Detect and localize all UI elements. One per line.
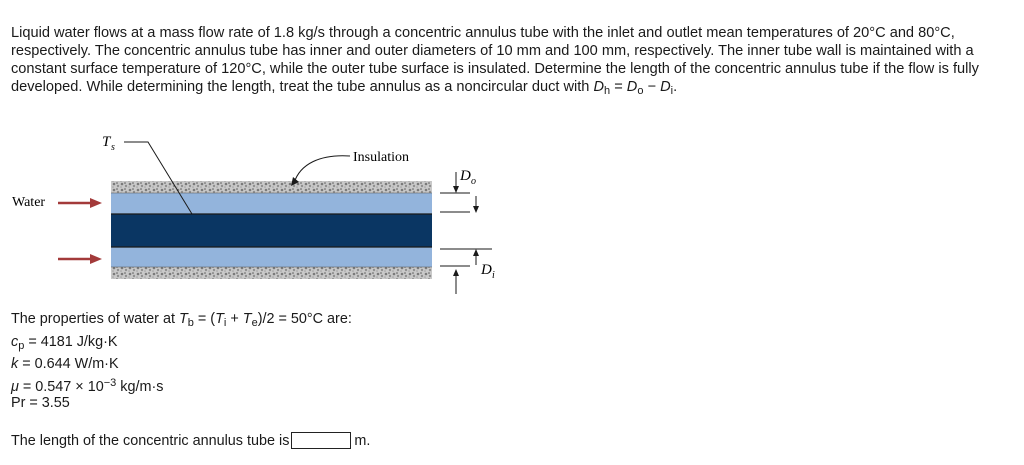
do-subscript: o xyxy=(637,85,644,98)
dh-subscript: h xyxy=(604,85,611,98)
answer-row xyxy=(11,432,370,449)
di-label: D xyxy=(481,262,492,278)
period: . xyxy=(673,79,678,96)
di-subscript: i xyxy=(670,85,674,98)
minus-sign: − xyxy=(643,79,661,96)
answer-unit: m. xyxy=(354,432,371,449)
properties-intro: The properties of water at $T_b = (T_i + T_e)/2 = 50^\circ C$ are: xyxy=(11,311,352,329)
property-pr: Pr = 3.55 xyxy=(11,395,70,411)
do-subscript: o xyxy=(471,176,476,187)
inner-tube xyxy=(111,214,432,247)
property-cp: $c_p = 4181$ J/kg·K xyxy=(11,333,118,352)
di-symbol: D xyxy=(660,79,671,96)
water-properties xyxy=(11,310,352,410)
flow-arrow-icon xyxy=(58,198,102,208)
flow-arrow-icon xyxy=(58,254,102,264)
problem-text: Liquid water flows at a mass flow rate of 1.8 kg/s through a concentric annulus tube with the inlet and outlet mean temperatures of 20°C and 80°C, respectively. The concentric annulus tube has inner and outer diameters of 10 mm and 100 mm, respectively. The inner tube wall is maintained with a constant surface temperature of 120°C, while the outer tube surface is insulated. Determine the length of the concentric annulus tube if the flow is fully developed. While determining the length, treat the tube annulus as a noncircular duct with xyxy=(11,25,979,96)
di-subscript: i xyxy=(492,270,495,281)
dh-symbol: D xyxy=(593,79,605,96)
problem-statement xyxy=(11,24,1011,100)
property-k: k = 0.644 W/m·K xyxy=(11,356,119,372)
water-label: Water xyxy=(12,195,46,210)
ts-subscript: s xyxy=(111,142,115,153)
insulation-bottom xyxy=(111,267,432,279)
length-answer-input[interactable] xyxy=(291,432,351,449)
ts-label: T xyxy=(102,134,111,150)
annulus-top xyxy=(111,193,432,214)
insulation-pointer xyxy=(294,156,350,183)
equals-sign: = xyxy=(610,79,627,96)
property-mu: $\mu = 0.547 \times 10^{-3}$ kg/m·s xyxy=(11,376,164,395)
insulation-top xyxy=(111,181,432,193)
insulation-label: Insulation xyxy=(353,150,409,165)
annulus-figure xyxy=(0,128,520,303)
do-symbol: D xyxy=(626,79,638,96)
do-label: D xyxy=(460,168,471,184)
answer-prompt: The length of the concentric annulus tube is xyxy=(11,432,290,449)
annulus-bottom xyxy=(111,247,432,267)
